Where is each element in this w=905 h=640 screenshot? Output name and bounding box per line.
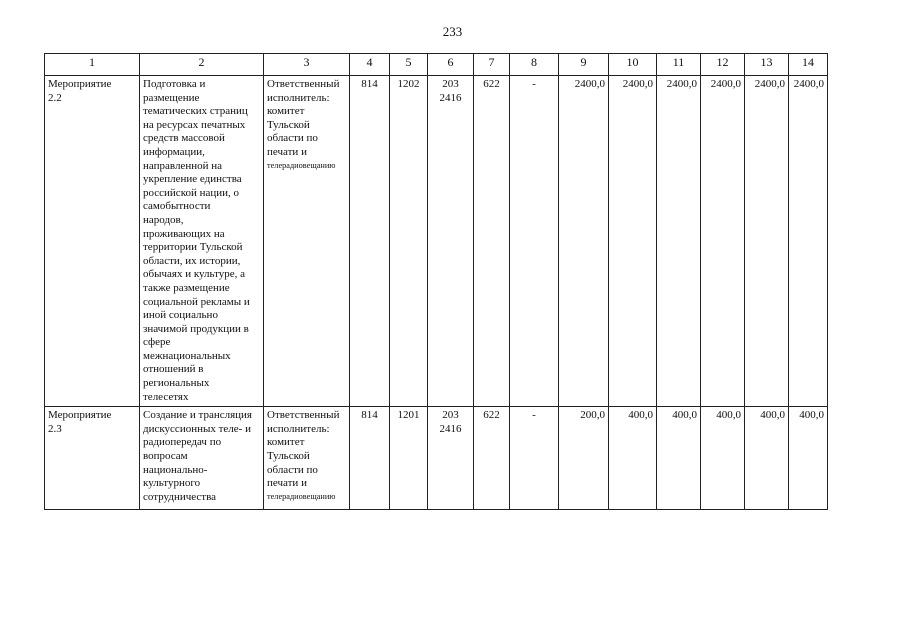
program-table (44, 53, 828, 510)
executor-line: Тульской (267, 118, 310, 131)
value-cell-11: 400,0 (657, 407, 701, 510)
page-number: 233 (442, 24, 463, 39)
value-cell-13: 400,0 (745, 407, 789, 510)
description-line: значимой продукции в (143, 322, 249, 335)
value-cell-9: 200,0 (559, 407, 609, 510)
description-line: радиопередач по (143, 436, 222, 449)
description-line: проживающих на (143, 227, 225, 240)
column-number-header: 13 (745, 54, 789, 76)
description-line: территории Тульской (143, 241, 243, 254)
executor-line: исполнитель: (267, 91, 330, 104)
executor-cell (264, 407, 350, 510)
description-line: социальной рекламы и (143, 295, 250, 308)
description-line: области, их истории, (143, 254, 241, 267)
description-line: российской нации, о (143, 186, 240, 199)
executor-line: комитет (267, 436, 305, 449)
table-row (45, 407, 828, 510)
event-name-line: Мероприятие (48, 78, 112, 90)
value-cell-9: 2400,0 (559, 76, 609, 407)
table-row (45, 76, 828, 407)
code-cell-5: 1201 (390, 407, 428, 510)
code-cell-6 (428, 407, 474, 510)
description-line: Создание и трансляция (143, 409, 252, 422)
description-line: народов, (143, 213, 184, 226)
description-line: тематических страниц (143, 105, 248, 118)
description-line: Подготовка и (143, 78, 206, 90)
description-line: дискуссионных теле- и (143, 422, 251, 435)
column-number-header: 10 (609, 54, 657, 76)
column-number-header: 9 (559, 54, 609, 76)
column-number-header: 11 (657, 54, 701, 76)
value-cell-10: 2400,0 (609, 76, 657, 407)
description-line: региональных (143, 377, 210, 390)
description-line: отношений в (143, 363, 204, 376)
description-line: укрепление единства (143, 173, 242, 186)
description-line: направленной на (143, 159, 222, 172)
value-cell-13: 2400,0 (745, 76, 789, 407)
event-description-cell (140, 76, 264, 407)
value-cell-11: 2400,0 (657, 76, 701, 407)
code-line: 2416 (439, 422, 462, 435)
column-number-header: 8 (510, 54, 559, 76)
column-number-header: 1 (45, 54, 140, 76)
executor-line: Ответственный (267, 78, 340, 90)
description-line: телесетях (143, 390, 189, 403)
value-cell-14: 400,0 (789, 407, 828, 510)
description-line: культурного (143, 477, 201, 490)
event-name-line: 2.2 (48, 91, 62, 104)
executor-line-small: телерадиовещанию (267, 160, 336, 170)
executor-line: исполнитель: (267, 422, 330, 435)
column-number-header: 4 (350, 54, 390, 76)
executor-line: печати и (267, 145, 307, 158)
description-line: самобытности (143, 200, 211, 213)
description-line: сотрудничества (143, 490, 217, 503)
column-number-header: 12 (701, 54, 745, 76)
value-cell-12: 2400,0 (701, 76, 745, 407)
code-line: 2416 (439, 91, 462, 104)
description-line: национально- (143, 463, 208, 476)
executor-line: области по (267, 463, 318, 476)
description-line: межнациональных (143, 349, 231, 362)
code-cell-7: 622 (474, 76, 510, 407)
code-cell-4: 814 (350, 407, 390, 510)
code-cell-4: 814 (350, 76, 390, 407)
value-cell-12: 400,0 (701, 407, 745, 510)
value-cell-10: 400,0 (609, 407, 657, 510)
description-line: вопросам (143, 450, 188, 463)
column-number-header: 6 (428, 54, 474, 76)
description-line: на ресурсах печатных (143, 118, 246, 131)
executor-line: комитет (267, 105, 305, 118)
description-line: обычаях и культуре, а (143, 268, 246, 281)
description-line: средств массовой (143, 132, 225, 145)
event-name-line: 2.3 (48, 422, 62, 435)
value-cell-8: - (510, 76, 559, 407)
column-number-header: 5 (390, 54, 428, 76)
event-name-line: Мероприятие (48, 409, 112, 422)
description-line: размещение (143, 91, 200, 104)
executor-cell (264, 76, 350, 407)
event-name-cell (45, 407, 140, 510)
column-number-header: 3 (264, 54, 350, 76)
executor-line-small: телерадиовещанию (267, 491, 336, 501)
value-cell-14: 2400,0 (789, 76, 828, 407)
value-cell-8: - (510, 407, 559, 510)
column-number-header: 2 (140, 54, 264, 76)
column-number-header: 14 (789, 54, 828, 76)
event-description-cell (140, 407, 264, 510)
code-cell-6 (428, 76, 474, 407)
description-line: информации, (143, 145, 205, 158)
executor-line: Ответственный (267, 409, 340, 422)
code-line: 203 (442, 78, 459, 90)
event-name-cell (45, 76, 140, 407)
description-line: иной социально (143, 309, 218, 322)
executor-line: Тульской (267, 450, 310, 463)
executor-line: печати и (267, 477, 307, 490)
header-row (45, 54, 828, 76)
code-cell-7: 622 (474, 407, 510, 510)
code-line: 203 (442, 409, 459, 422)
column-number-header: 7 (474, 54, 510, 76)
description-line: также размещение (143, 281, 230, 294)
executor-line: области по (267, 132, 318, 145)
description-line: сфере (143, 336, 171, 349)
code-cell-5: 1202 (390, 76, 428, 407)
